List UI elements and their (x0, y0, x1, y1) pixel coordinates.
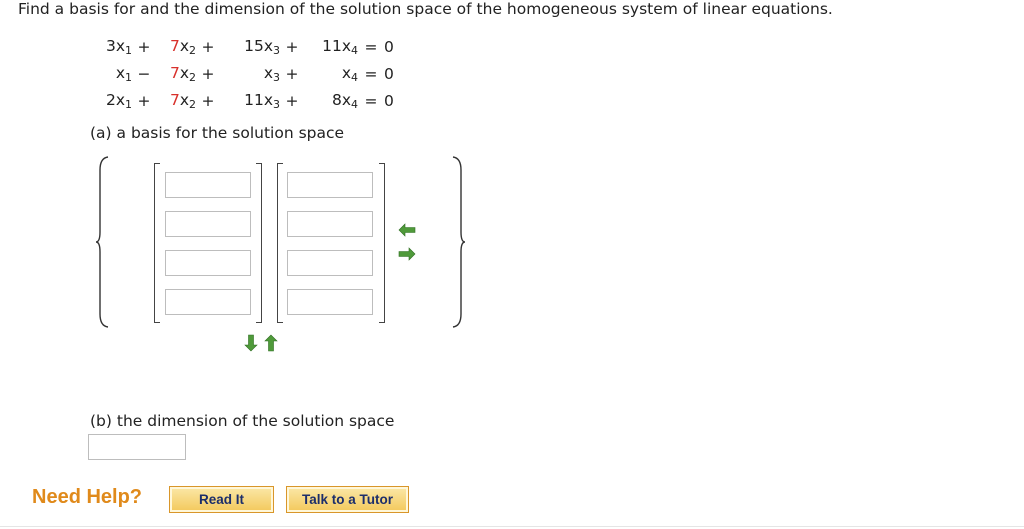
read-it-button[interactable]: Read It (169, 486, 274, 513)
coefficient-x2: 7 (169, 63, 180, 82)
operator: + (201, 64, 215, 83)
vector-2-entry-2[interactable] (287, 211, 373, 237)
equation-row (90, 33, 398, 60)
subscript: 4 (351, 43, 358, 57)
coefficient-x2: 7 (169, 90, 180, 109)
equals-sign: = (364, 64, 378, 83)
vector-1-left-bracket (154, 163, 160, 323)
term-x3: 11x (244, 90, 273, 109)
subscript: 2 (189, 97, 196, 111)
operator: − (137, 64, 151, 83)
subscript: 1 (125, 97, 132, 111)
right-hand-side: 0 (384, 64, 394, 83)
operator: + (285, 37, 299, 56)
subscript: 3 (273, 70, 280, 84)
vector-1-entry-3[interactable] (165, 250, 251, 276)
right-hand-side: 0 (384, 37, 394, 56)
term-x2: x (179, 36, 189, 55)
vector-2-left-bracket (277, 163, 283, 323)
add-row-arrow-down-icon[interactable] (244, 334, 258, 352)
dimension-input[interactable] (88, 434, 186, 460)
term-x4: x (341, 63, 351, 82)
part-b-label: (b) the dimension of the solution space (90, 412, 395, 430)
subscript: 4 (351, 97, 358, 111)
add-vector-arrow-right-icon[interactable] (398, 246, 416, 262)
subscript: 1 (125, 70, 132, 84)
term-x4: 8x (331, 90, 351, 109)
remove-row-arrow-up-icon[interactable] (264, 334, 278, 352)
vector-2-right-bracket (379, 163, 385, 323)
subscript: 2 (189, 70, 196, 84)
remove-vector-arrow-left-icon[interactable] (398, 222, 416, 238)
vector-1-entry-4[interactable] (165, 289, 251, 315)
talk-to-tutor-button[interactable]: Talk to a Tutor (286, 486, 409, 513)
operator: + (137, 37, 151, 56)
term-x2: x (179, 90, 189, 109)
equals-sign: = (364, 37, 378, 56)
operator: + (201, 37, 215, 56)
vector-2-entry-1[interactable] (287, 172, 373, 198)
equals-sign: = (364, 91, 378, 110)
vector-1-entry-2[interactable] (165, 211, 251, 237)
question-text: Find a basis for and the dimension of the solution space of the homogeneous system of linear equations. (18, 0, 833, 18)
bottom-divider (0, 526, 1024, 527)
need-help-label: Need Help? (32, 486, 143, 508)
term-x3: 15x (244, 36, 273, 55)
equation-row (90, 60, 398, 87)
term-x3: x (263, 63, 273, 82)
subscript: 3 (273, 97, 280, 111)
term-x2: x (179, 63, 189, 82)
operator: + (285, 91, 299, 110)
equation-system (90, 33, 398, 114)
term-x1: 2x (105, 90, 125, 109)
subscript: 3 (273, 43, 280, 57)
left-set-brace (96, 156, 110, 328)
term-x1: x (115, 63, 125, 82)
coefficient-x2: 7 (169, 36, 180, 55)
vector-2-entry-4[interactable] (287, 289, 373, 315)
part-a-label: (a) a basis for the solution space (90, 124, 345, 142)
operator: + (137, 91, 151, 110)
vector-1-entry-1[interactable] (165, 172, 251, 198)
term-x1: 3x (105, 36, 125, 55)
vector-1-right-bracket (256, 163, 262, 323)
operator: + (285, 64, 299, 83)
operator: + (201, 91, 215, 110)
subscript: 1 (125, 43, 132, 57)
vector-2-entry-3[interactable] (287, 250, 373, 276)
subscript: 2 (189, 43, 196, 57)
term-x4: 11x (322, 36, 351, 55)
subscript: 4 (351, 70, 358, 84)
equation-row (90, 87, 398, 114)
right-hand-side: 0 (384, 91, 394, 110)
right-set-brace (451, 156, 465, 328)
